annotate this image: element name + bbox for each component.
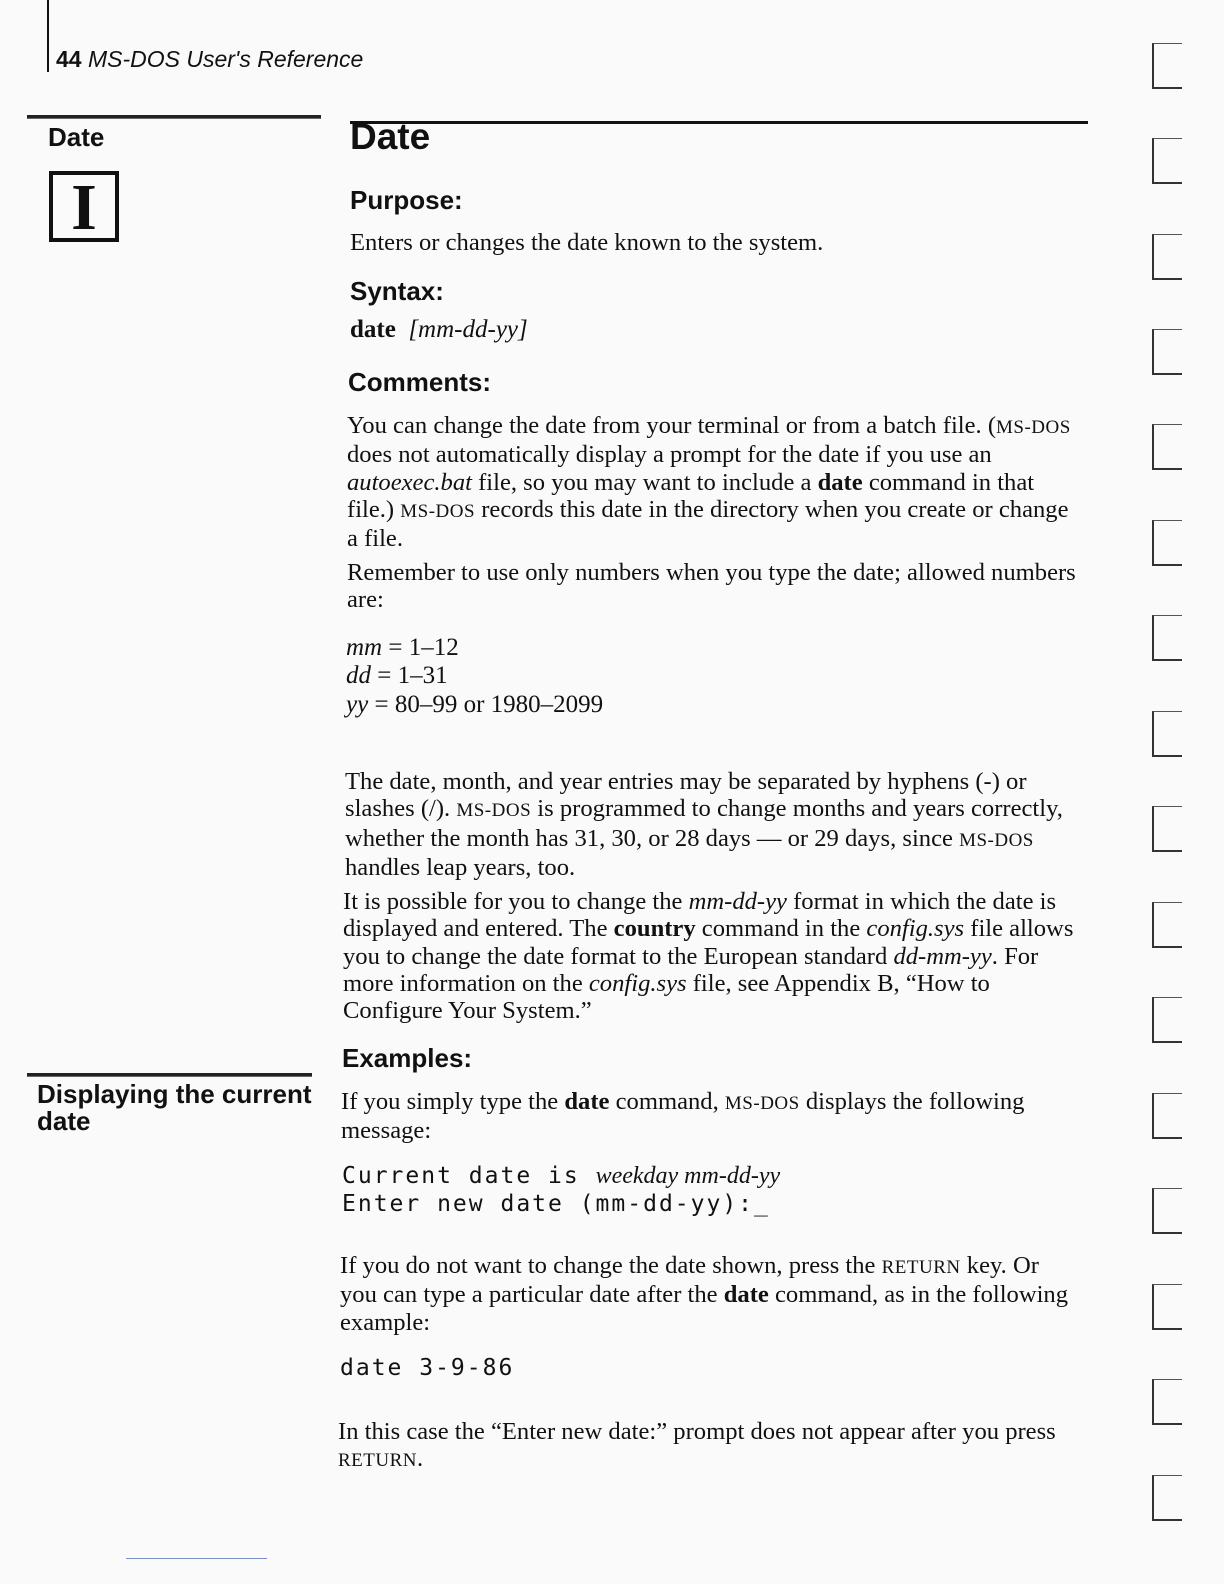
thumb-tab [1152, 138, 1182, 184]
thumb-tab [1152, 1284, 1182, 1330]
sidebar-rule-top [27, 115, 321, 119]
purpose-text: Enters or changes the date known to the system. [350, 229, 824, 256]
code-example-line: date 3-9-86 [340, 1355, 515, 1381]
thumb-tab [1152, 711, 1182, 757]
book-title: MS-DOS User's Reference [87, 46, 364, 72]
thumb-tab [1152, 424, 1182, 470]
page-number: 44 [56, 46, 82, 72]
sidebar-rule-examples [27, 1073, 312, 1077]
syntax-line [350, 316, 528, 344]
range-row-mm: mm = 1–12 [346, 634, 459, 661]
running-head [56, 46, 363, 73]
thumb-tab [1152, 1379, 1182, 1425]
sidebar-section-label: Date [48, 122, 105, 152]
thumb-tab [1152, 1475, 1182, 1521]
thumb-tab [1152, 43, 1182, 89]
range-row-dd: dd = 1–31 [346, 662, 448, 689]
thumb-tab [1152, 1188, 1182, 1234]
footer-rule [126, 1558, 267, 1559]
thumb-tab [1152, 902, 1182, 948]
thumb-tab [1152, 520, 1182, 566]
section-marker-icon: I [49, 171, 119, 242]
syntax-args: [mm-dd-yy] [408, 316, 528, 343]
thumb-tab [1152, 997, 1182, 1043]
comments-heading: Comments: [348, 367, 492, 397]
thumb-tab [1152, 234, 1182, 280]
comments-paragraph-1: You can change the date from your terminal or from a batch file. (MS-DOS does not automatically display a prompt for the date if you use an autoexec.bat file, so you may want to include a date command in that file.) MS-DOS records this date in the directory when you create or change a file. [347, 412, 1071, 553]
comments-paragraph-3: The date, month, and year entries may be separated by hyphens (-) or slashes (/). MS-DOS is programmed to change months and years correctly, whether the month has 31, 30, or 28 days — or 29 days, since MS-DOS handles leap years, too. [345, 768, 1063, 881]
thumb-tab [1152, 1093, 1182, 1139]
thumb-tab [1152, 806, 1182, 852]
examples-paragraph-3: In this case the “Enter new date:” prompt does not appear after you press RETURN. [338, 1418, 1056, 1473]
thumb-tab [1152, 329, 1182, 375]
syntax-command: date [350, 316, 396, 343]
sidebar-example-label: Displaying the current date [37, 1079, 312, 1136]
examples-heading: Examples: [342, 1043, 473, 1073]
comments-paragraph-2: Remember to use only numbers when you type the date; allowed numbers are: [347, 559, 1076, 614]
thumb-tab [1152, 615, 1182, 661]
comments-paragraph-4: It is possible for you to change the mm-dd-yy format in which the date is displayed and entered. The country command in the config.sys file allows you to change the date format to the European standard dd-mm-yy. For more information on the config.sys file, see Appendix B, “How to Configure Your System.” [343, 888, 1074, 1025]
examples-paragraph-1: If you simply type the date command, MS-DOS displays the following message: [341, 1088, 1025, 1145]
code-output-line-1: Current date is weekday mm-dd-yy [342, 1163, 781, 1189]
examples-paragraph-2: If you do not want to change the date shown, press the RETURN key. Or you can type a particular date after the date command, as in the following example: [340, 1252, 1069, 1336]
header-vertical-rule [47, 0, 49, 72]
code-output-line-2: Enter new date (mm-dd-yy):_ [342, 1191, 770, 1217]
purpose-heading: Purpose: [350, 185, 463, 215]
syntax-heading: Syntax: [350, 276, 444, 306]
title-rule [350, 121, 1088, 124]
page-title: Date [350, 116, 431, 157]
range-row-yy: yy = 80–99 or 1980–2099 [346, 691, 604, 718]
